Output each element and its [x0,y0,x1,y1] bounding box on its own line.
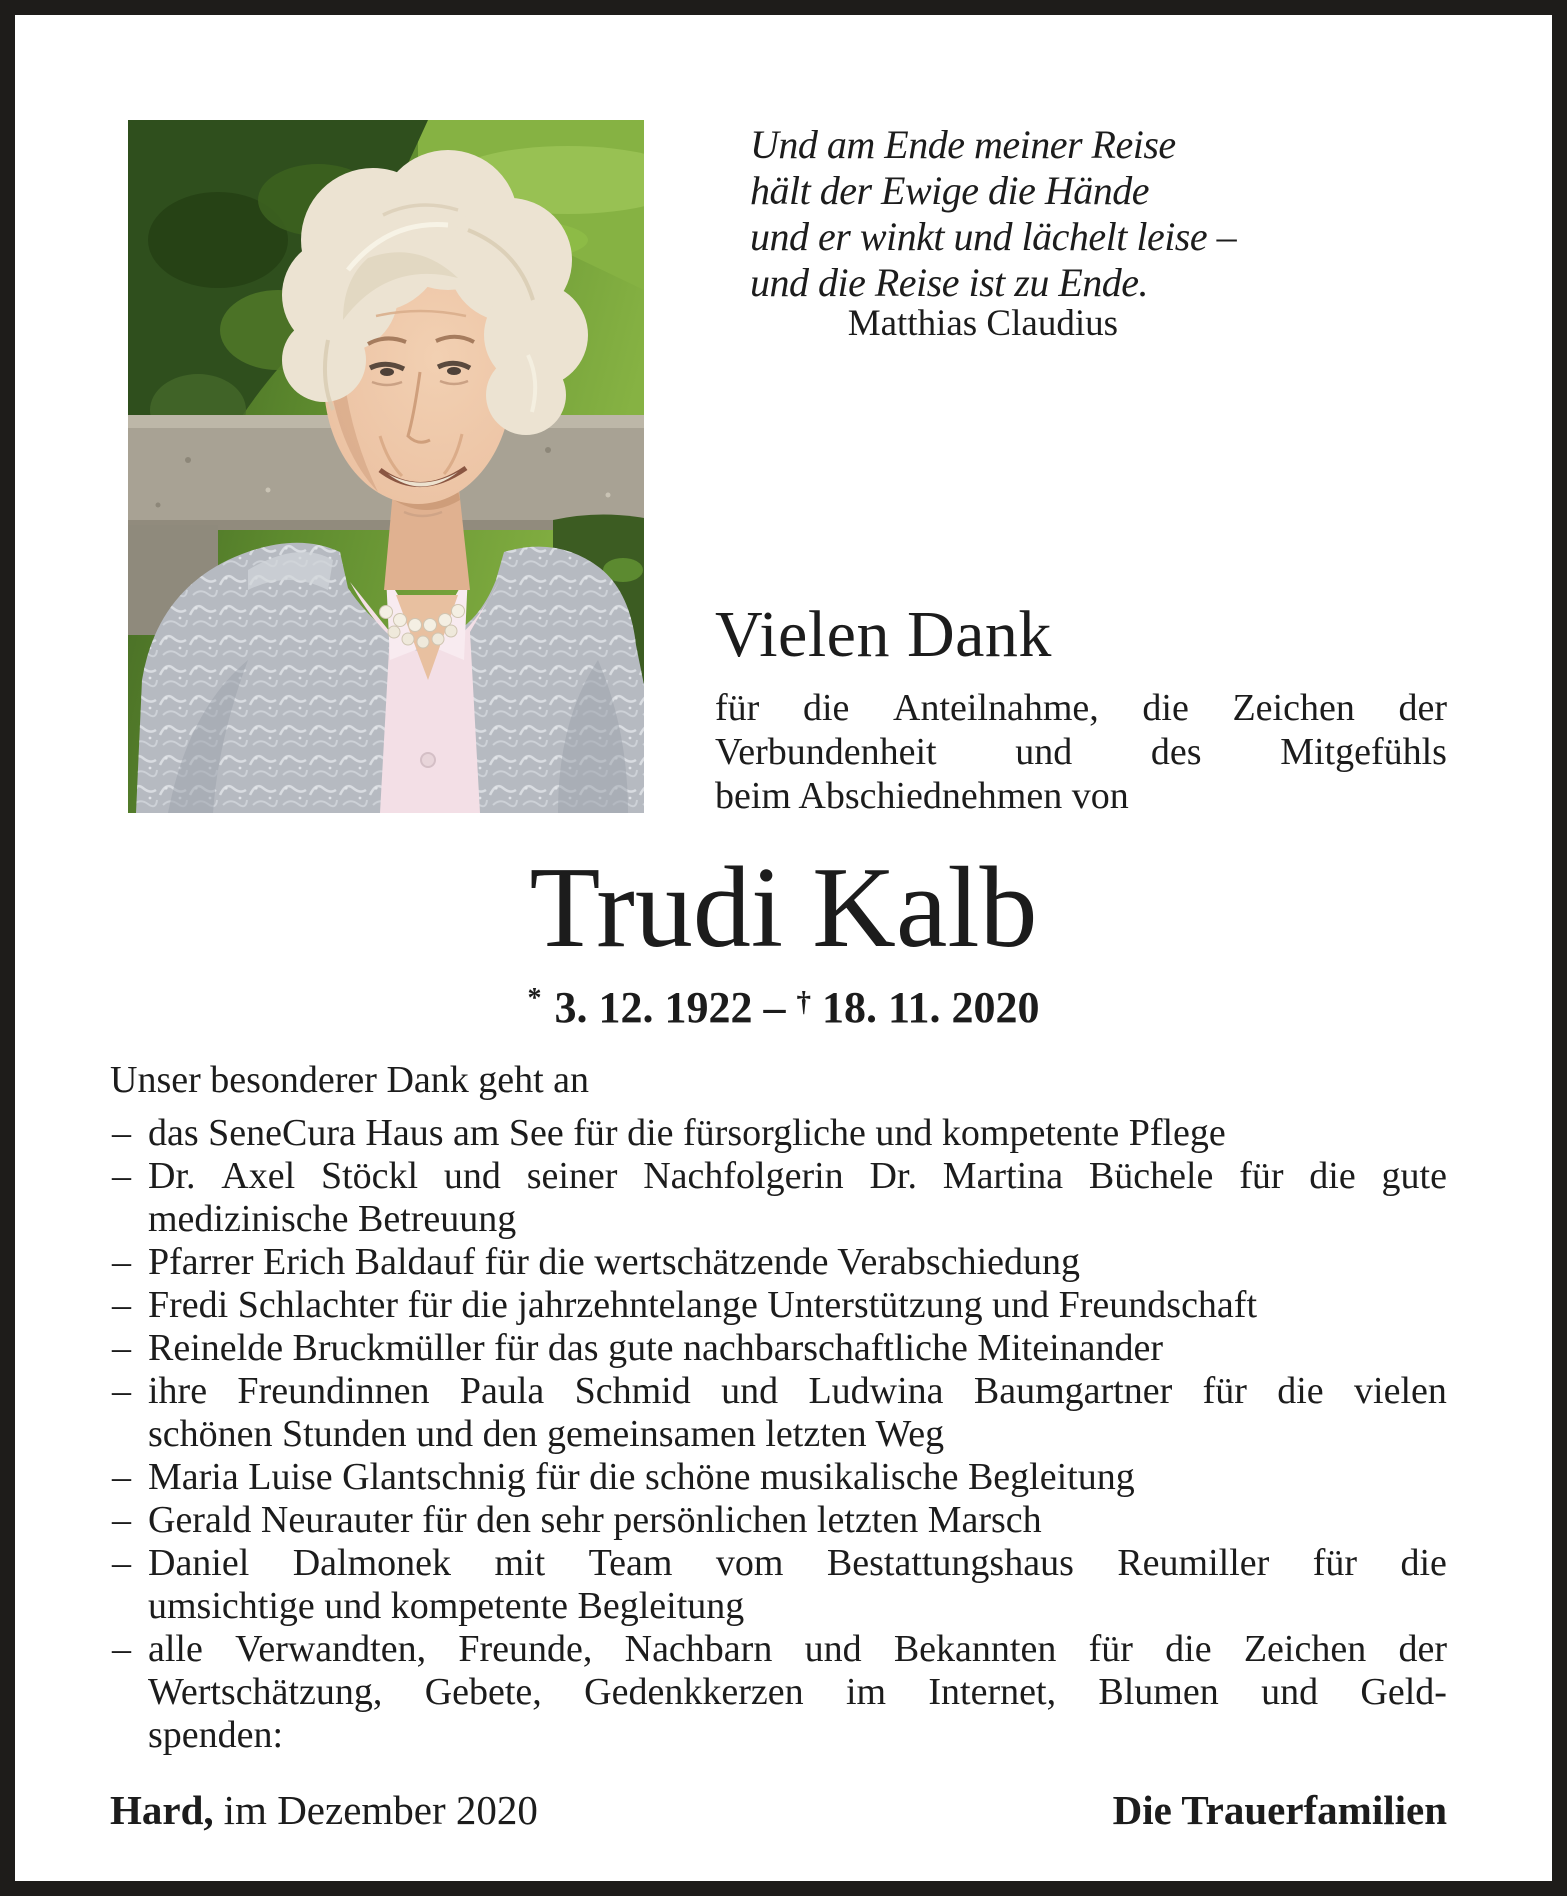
special-thanks-item-text [148,1241,1447,1284]
special-thanks-item-text [148,1456,1447,1499]
special-thanks-item-text [148,1499,1447,1542]
list-dash: – [112,1370,131,1412]
footer-signature: Die Trauerfamilien [1112,1787,1447,1833]
special-thanks-item-line: schönen Stunden und den gemeinsamen letzten Weg [148,1413,945,1455]
special-thanks-item-line: medizinische Betreuung [148,1198,517,1240]
list-dash: – [112,1499,131,1541]
list-dash: – [112,1155,131,1197]
poem-line: und er winkt und lächelt leise – [750,214,1237,259]
special-thanks-item [110,1284,1447,1327]
special-thanks-item-line: Reinelde Bruckmüller für das gute nachbarschaftliche Miteinander [148,1327,1164,1369]
dates-separator: – [752,983,797,1032]
poem-line: und die Reise ist zu Ende. [750,260,1149,305]
special-thanks-item [110,1112,1447,1155]
list-dash: – [112,1241,131,1283]
special-thanks-item [110,1370,1447,1456]
list-dash: – [112,1542,131,1584]
special-thanks-item [110,1628,1447,1757]
special-thanks-item-line: umsichtige und kompetente Begleitung [148,1585,745,1627]
memorial-poem [750,122,1350,306]
footer-date: im Dezember 2020 [223,1787,538,1833]
special-thanks-item-line: das SeneCura Haus am See für die fürsorgliche und kompetente Pflege [148,1112,1226,1154]
portrait-photo-illustration [128,120,644,813]
special-thanks-item-text [148,1112,1447,1155]
special-thanks-intro: Unser besonderer Dank geht an [110,1059,590,1101]
footer-place: Hard, [110,1787,214,1833]
special-thanks-item-line: Fredi Schlachter für die jahrzehntelange Unterstützung und Freundschaft [148,1284,1258,1326]
special-thanks-item-line: Gerald Neurauter für den sehr persönlichen letzten Marsch [148,1499,1042,1541]
special-thanks-item [110,1499,1447,1542]
thanks-paragraph-line: Verbundenheit und des Mitgefühls [715,731,1447,773]
special-thanks-item-line: Wertschätzung, Gebete, Gedenkkerzen im Internet, Blumen und Geld- [148,1671,1447,1713]
special-thanks-item [110,1155,1447,1241]
thanks-paragraph-line: für die Anteilnahme, die Zeichen der [715,687,1447,729]
special-thanks-item [110,1542,1447,1628]
special-thanks-item [110,1241,1447,1284]
list-dash: – [112,1456,131,1498]
special-thanks-item-text [148,1370,1447,1456]
special-thanks-item-line: Maria Luise Glantschnig für die schöne musikalische Begleitung [148,1456,1135,1498]
death-date: 18. 11. 2020 [821,983,1040,1032]
list-dash: – [112,1284,131,1326]
death-cross-icon: † [796,986,811,1018]
special-thanks-item-text [148,1542,1447,1628]
special-thanks-item-text [148,1628,1447,1757]
poem-attribution: Matthias Claudius [847,303,1118,344]
special-thanks-item-line: ihre Freundinnen Paula Schmid und Ludwina Baumgartner für die vielen [148,1370,1447,1412]
special-thanks-item-line: Pfarrer Erich Baldauf für die wertschätzende Verabschiedung [148,1241,1081,1283]
special-thanks-item-line: Dr. Axel Stöckl und seiner Nachfolgerin Dr. Martina Büchele für die gute [148,1155,1447,1197]
birth-date: 3. 12. 1922 [554,983,753,1032]
list-dash: – [112,1112,131,1154]
footer [110,1786,1447,1834]
portrait-photo [128,120,644,813]
thanks-paragraph-line: beim Abschiednehmen von [715,775,1129,817]
special-thanks-item-line: Daniel Dalmonek mit Team vom Bestattungshaus Reumiller für die [148,1542,1447,1584]
special-thanks-item-text [148,1155,1447,1241]
footer-place-date [110,1786,538,1834]
life-dates [0,982,1567,1033]
thanks-heading: Vielen Dank [715,598,1052,671]
list-dash: – [112,1327,131,1369]
special-thanks-item [110,1327,1447,1370]
list-dash: – [112,1628,131,1670]
thanks-paragraph [715,686,1447,818]
special-thanks-item-line: alle Verwandten, Freunde, Nachbarn und Bekannten für die Zeichen der [148,1628,1447,1670]
special-thanks-item-line: spenden: [148,1714,284,1756]
special-thanks-list [110,1112,1447,1757]
special-thanks-item-text [148,1327,1447,1370]
special-thanks-item-text [148,1284,1447,1327]
special-thanks-item [110,1456,1447,1499]
deceased-name: Trudi Kalb [529,844,1038,972]
poem-line: Und am Ende meiner Reise [750,122,1176,167]
birth-star-icon: * [527,983,544,1014]
poem-line: hält der Ewige die Hände [750,168,1150,213]
